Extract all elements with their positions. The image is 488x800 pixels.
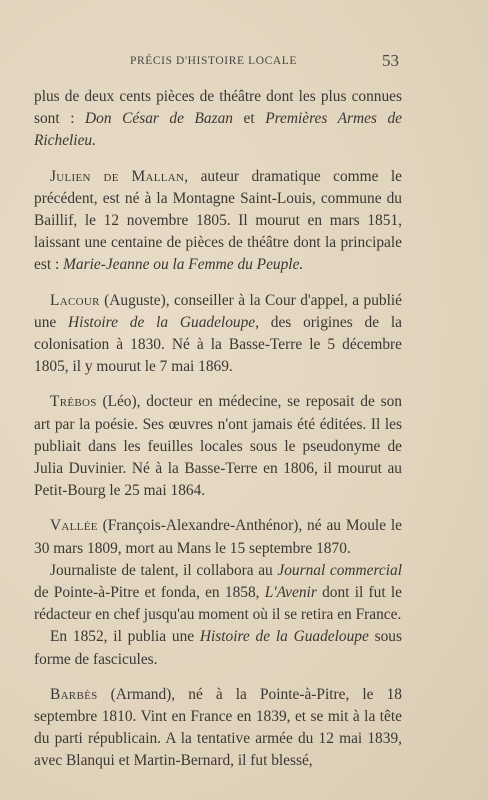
paragraph-text: En 1852, il publia une	[50, 628, 200, 646]
paragraph-text: , auteur dramatique comme le précédent, est né à la Montagne Saint-Louis, commune du Baillif, le 12 novembre 1805. Il mourut en mars 1851, laissant une centaine de pièces de théâtre dont la principale est :	[34, 167, 403, 274]
paragraph	[34, 626, 402, 670]
paragraph	[34, 684, 402, 773]
italic-title: Premières Armes de Richelieu.	[34, 110, 402, 150]
paragraph	[34, 515, 402, 559]
paragraph-text: (Auguste), conseiller à la Cour d'appel, a publié une	[34, 291, 402, 331]
paragraph	[34, 166, 402, 277]
paragraph-text: sous forme de fascicules.	[34, 628, 402, 668]
paragraph-gap	[34, 671, 402, 684]
entry-name: Lacour	[50, 291, 100, 309]
paragraph	[34, 290, 402, 379]
paragraph-text: et	[232, 110, 266, 128]
paragraph-text: Journaliste de talent, il collabora au	[50, 561, 278, 579]
paragraph-gap	[34, 277, 402, 290]
running-title: PRÉCIS D'HISTOIRE LOCALE	[130, 55, 298, 67]
italic-title: Journal commercial	[277, 561, 402, 579]
paragraph-text: (Léo), docteur en médecine, se reposait de son art par la poésie. Ses œuvres n'ont jamais été éditées. Il les publiait dans les feuilles locales sous le pseudonyme de Julia Duvinier. Né à la Basse-Terre en 1806, il mourut au Petit-Bourg le 25 mai 1864.	[34, 393, 402, 500]
italic-title: Marie-Jeanne ou la Femme du Peuple.	[63, 256, 304, 274]
paragraph-gap	[34, 153, 402, 166]
italic-title: L'Avenir	[264, 584, 317, 602]
paragraph	[34, 560, 402, 627]
paragraph-text: , des origines de la colonisation à 1830. Né à la Basse-Terre le 5 décembre 1805, il y mourut le 7 mai 1869.	[34, 313, 402, 376]
paragraph-text: de Pointe-à-Pitre et fonda, en 1858,	[34, 584, 265, 602]
paragraph-text: dont il fut le rédacteur en chef jusqu'au moment où il se retira en France.	[34, 584, 403, 624]
paragraph	[34, 86, 402, 153]
page-number: 53	[382, 51, 399, 70]
italic-title: Histoire de la Guadeloupe	[68, 313, 256, 331]
running-header	[0, 50, 488, 74]
italic-title: Don César de Bazan	[85, 110, 233, 128]
paragraph-text: (Armand), né à la Pointe-à-Pitre, le 18 septembre 1810. Vint en France en 1839, et se mit à la tête du parti républicain. A la tentative armée du 12 mai 1839, avec Blanqui et Martin-Bernard, il fut blessé,	[34, 685, 402, 770]
entry-name: Barbès	[50, 685, 98, 703]
page-body-text	[34, 86, 402, 773]
paragraph-gap	[34, 378, 402, 391]
paragraph-text: (François-Alexandre-Anthénor), né au Moule le 30 mars 1809, mort au Mans le 15 septembre 1870.	[34, 517, 402, 557]
paragraph-gap	[34, 502, 402, 515]
entry-name: Julien de Mallan	[50, 167, 185, 185]
italic-title: Histoire de la Guadeloupe	[199, 628, 369, 646]
entry-name: Vallée	[50, 517, 98, 535]
paragraph	[34, 391, 402, 502]
paragraph-text: plus de deux cents pièces de théâtre dont les plus connues sont :	[34, 88, 402, 128]
entry-name: Trébos	[50, 393, 97, 411]
